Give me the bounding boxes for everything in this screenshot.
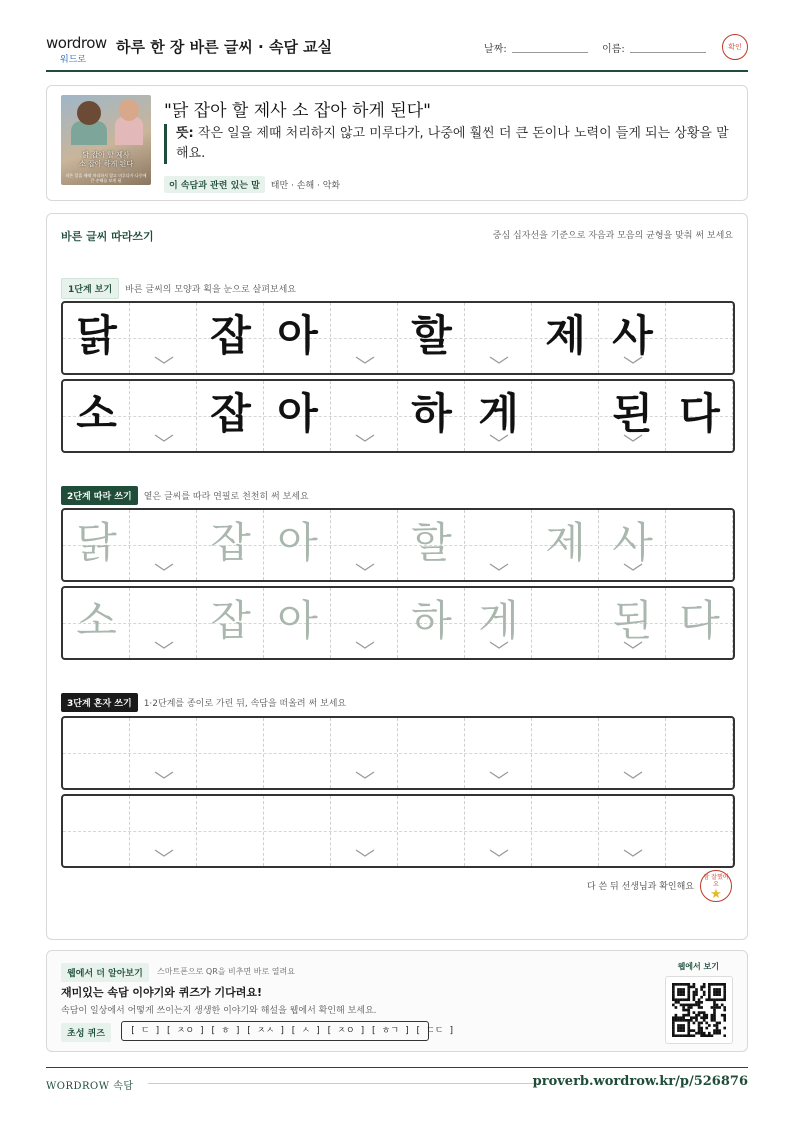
good-job-stamp-icon	[700, 870, 732, 902]
grid-character: 아	[277, 311, 318, 360]
space-mark-icon	[355, 355, 375, 365]
grid-character: 닭	[76, 518, 117, 567]
web-more-section	[46, 950, 748, 1052]
star-icon: ★	[710, 887, 722, 902]
web-more-sub: 스마트폰으로 QR을 비추면 바로 열려요	[157, 967, 295, 976]
illustration-caption: 닭 잡아 할 제사 소 잡아 하게 된다	[78, 151, 133, 168]
grid-cell	[532, 718, 599, 788]
related-words	[164, 176, 340, 193]
step2-row-1[interactable]	[61, 508, 735, 582]
grid-cell	[532, 796, 599, 866]
related-list: 태만 · 손해 · 악화	[270, 181, 341, 191]
grid-cell	[666, 796, 733, 866]
space-mark-icon	[355, 562, 375, 572]
space-mark-icon	[623, 562, 643, 572]
name-label: 이름:	[602, 44, 625, 55]
grid-character: 소	[76, 596, 117, 645]
grid-cell	[264, 796, 331, 866]
step3-row-1[interactable]	[61, 716, 735, 790]
meaning-label: 뜻:	[176, 126, 194, 141]
practice-section	[46, 213, 748, 940]
step1-desc: 바른 글씨의 모양과 획을 눈으로 살펴보세요	[125, 285, 296, 295]
footer-rule	[148, 1083, 540, 1084]
web-view-label: 웹에서 보기	[677, 962, 719, 971]
footer-url[interactable]: proverb.wordrow.kr/p/526876	[532, 1074, 748, 1089]
grid-character: 하	[411, 389, 452, 438]
space-mark-icon	[355, 848, 375, 858]
space-mark-icon	[489, 433, 509, 443]
check-note: 다 쓴 뒤 선생님과 확인해요	[586, 882, 694, 892]
grid-character: 된	[612, 389, 653, 438]
step3-badge: 3단계 혼자 쓰기	[61, 693, 138, 712]
grid-character: 다	[679, 596, 720, 645]
grid-cell	[398, 796, 465, 866]
grid-character: 사	[612, 518, 653, 567]
space-mark-icon	[154, 848, 174, 858]
step3-desc: 1·2단계를 종이로 가린 뒤, 속담을 떠올려 써 보세요	[143, 699, 347, 709]
proverb-card	[46, 85, 748, 201]
space-mark-icon	[355, 770, 375, 780]
step1-row-2	[61, 379, 735, 453]
grid-character: 아	[277, 389, 318, 438]
grid-character: 소	[76, 389, 117, 438]
space-mark-icon	[623, 770, 643, 780]
space-mark-icon	[154, 355, 174, 365]
wordrow-logo[interactable]: wordrow	[46, 34, 107, 52]
grid-character: 닭	[76, 311, 117, 360]
footer-divider	[46, 1067, 748, 1068]
grid-character: 게	[478, 596, 519, 645]
step2-header	[61, 486, 309, 505]
page-header	[46, 32, 748, 72]
grid-character: 잡	[210, 389, 251, 438]
grid-cell	[197, 796, 264, 866]
web-more-badge: 웹에서 더 알아보기	[61, 963, 149, 982]
web-more-desc: 속담이 일상에서 어떻게 쓰이는지 생생한 이야기와 해설을 웹에서 확인해 보세요.	[61, 1006, 377, 1016]
step2-badge: 2단계 따라 쓰기	[61, 486, 138, 505]
space-mark-icon	[355, 433, 375, 443]
space-mark-icon	[489, 562, 509, 572]
space-mark-icon	[623, 848, 643, 858]
date-line[interactable]	[512, 52, 588, 53]
grid-cell	[666, 303, 733, 373]
initial-sound-quiz: [ ㄷ ] [ ㅈㅇ ] [ ㅎ ] [ ㅈㅅ ] [ ㅅ ] [ ㅈㅇ ] [ ㅎㄱ ] [ ㄷㄷ ]	[121, 1021, 429, 1041]
step3-row-2[interactable]	[61, 794, 735, 868]
grid-cell	[532, 588, 599, 658]
grid-character: 할	[411, 311, 452, 360]
grid-character: 잡	[210, 518, 251, 567]
confirm-stamp-icon: 확인	[722, 34, 748, 60]
grid-character: 다	[679, 389, 720, 438]
stamp-text: 참 잘했어요	[703, 874, 729, 888]
step1-header	[61, 278, 296, 299]
proverb-text: "닭 잡아 할 제사 소 잡아 하게 된다"	[164, 101, 431, 121]
step2-row-2[interactable]	[61, 586, 735, 660]
grid-character: 게	[478, 389, 519, 438]
space-mark-icon	[154, 770, 174, 780]
space-mark-icon	[154, 433, 174, 443]
illustration-caption-small: 작은 일을 제때 처리하지 않고 미루다가 나중에 큰 손해를 보게 됨	[65, 173, 147, 183]
space-mark-icon	[154, 562, 174, 572]
space-mark-icon	[623, 640, 643, 650]
grid-character: 제	[545, 311, 586, 360]
space-mark-icon	[623, 433, 643, 443]
name-line[interactable]	[630, 52, 706, 53]
grid-cell	[398, 718, 465, 788]
grid-character: 아	[277, 518, 318, 567]
step1-row-1	[61, 301, 735, 375]
grid-character: 잡	[210, 311, 251, 360]
grid-cell	[666, 718, 733, 788]
qr-code-icon[interactable]	[665, 976, 733, 1044]
page-title: 하루 한 장 바른 글씨 · 속담 교실	[116, 38, 333, 56]
space-mark-icon	[489, 640, 509, 650]
grid-character: 하	[411, 596, 452, 645]
space-mark-icon	[355, 640, 375, 650]
proverb-meaning	[164, 124, 736, 164]
footer-brand: WORDROW 속담	[46, 1081, 134, 1092]
meaning-text: 작은 일을 제때 처리하지 않고 미루다가, 나중에 훨씬 더 큰 돈이나 노력이 들게 되는 상황을 말해요.	[176, 126, 729, 161]
space-mark-icon	[154, 640, 174, 650]
space-mark-icon	[489, 770, 509, 780]
quiz-badge: 초성 퀴즈	[61, 1023, 111, 1042]
grid-cell	[197, 718, 264, 788]
grid-cell	[63, 718, 130, 788]
step2-desc: 옅은 글씨를 따라 연필로 천천히 써 보세요	[143, 492, 309, 502]
grid-character: 잡	[210, 596, 251, 645]
grid-cell	[666, 510, 733, 580]
space-mark-icon	[623, 355, 643, 365]
space-mark-icon	[489, 355, 509, 365]
grid-character: 된	[612, 596, 653, 645]
step1-badge: 1단계 보기	[61, 278, 119, 299]
proverb-illustration	[61, 95, 151, 185]
step3-header	[61, 693, 346, 712]
grid-character: 제	[545, 518, 586, 567]
date-label: 날짜:	[484, 44, 507, 55]
grid-character: 아	[277, 596, 318, 645]
practice-title: 바른 글씨 따라쓰기	[61, 230, 154, 243]
related-tag: 이 속담과 관련 있는 말	[164, 176, 265, 193]
grid-cell	[63, 796, 130, 866]
web-more-heading: 재미있는 속담 이야기와 퀴즈가 기다려요!	[61, 986, 262, 999]
grid-character: 할	[411, 518, 452, 567]
grid-cell	[264, 718, 331, 788]
space-mark-icon	[489, 848, 509, 858]
grid-cell	[532, 381, 599, 451]
wordrow-logo-sub: 워드로	[60, 55, 87, 65]
grid-character: 사	[612, 311, 653, 360]
practice-hint: 중심 십자선을 기준으로 자음과 모음의 균형을 맞춰 써 보세요	[492, 231, 733, 241]
